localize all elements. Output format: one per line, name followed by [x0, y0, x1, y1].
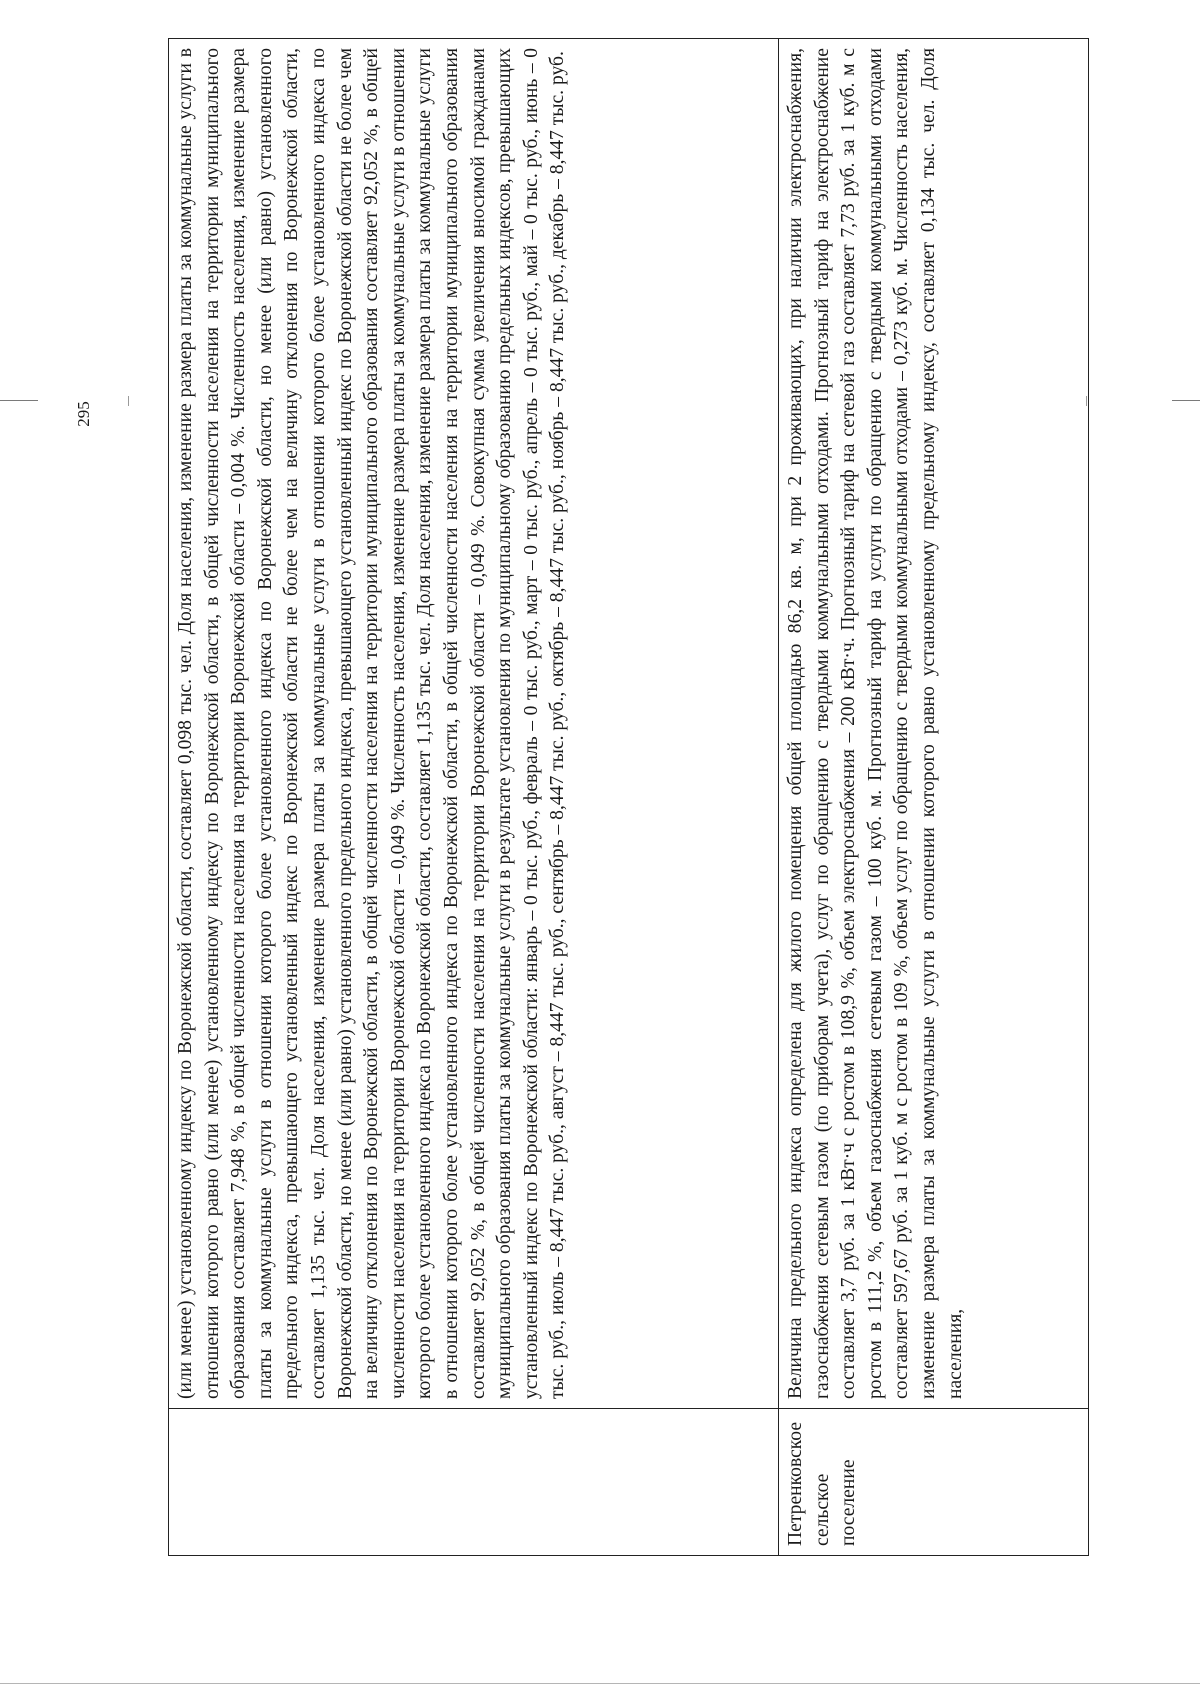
page-number: 295: [74, 401, 93, 427]
table-row: [779, 39, 1089, 1556]
scan-mark-left: [0, 400, 38, 401]
rotated-page-content: [168, 38, 1088, 1556]
description-cell: Величина предельного индекса определена для жилого помещения общей площадью 86,2 кв. м, при 2 проживающих, при наличии электроснабжения, газоснабжения сетевым газом (по приборам учета), услуг по обращению с твердыми коммунальными отходами. Прогнозный тариф на электроснабжение составляет 3,7 руб. за 1 кВт·ч с ростом в 108,9 %, объем электроснабжения – 200 кВт·ч. Прогнозный тариф на сетевой газ составляет 7,73 руб. за 1 куб. м с ростом в 111,2 %, объем газоснабжения сетевым газом – 100 куб. м. Прогнозный тариф на услуги по обращению с твердыми коммунальными отходами составляет 597,67 руб. за 1 куб. м с ростом в 109 %, объем услуг по обращению с твердыми коммунальными отходами – 0,273 куб. м. Численность населения, изменение размера платы за коммунальные услуги в отношении которого равно установленному предельному индексу, составляет 0,134 тыс. чел. Доля населения,: [779, 39, 1089, 1409]
settlement-name-cell: [169, 1409, 779, 1556]
scan-mark-right: [1172, 400, 1200, 401]
settlement-index-table: [168, 38, 1089, 1556]
scan-mark-left-tick: [128, 396, 129, 406]
table-row: [169, 39, 779, 1556]
settlement-name-cell: Петренковское сельское поселение: [779, 1409, 1089, 1556]
scan-edge-bottom: [0, 1683, 1200, 1684]
description-cell: (или менее) установленному индексу по Воронежской области, составляет 0,098 тыс. чел. Доля населения, изменение размера платы за коммунальные услуги в отношении которого равно (или менее) установленному индексу по Воронежской области, в общей численности населения на территории муниципального образования составляет 7,948 %, в общей численности населения на территории Воронежской области – 0,004 %. Численность населения, изменение размера платы за коммунальные услуги в отношении которого более установленного индекса по Воронежской области, но менее (или равно) установленного предельного индекса, превышающего установленный индекс по Воронежской области не более чем на величину отклонения по Воронежской области, составляет 1,135 тыс. чел. Доля населения, изменение размера платы за коммунальные услуги в отношении которого более установленного индекса по Воронежской области, но менее (или равно) установленного предельного индекса, превышающего установленный индекс по Воронежской области не более чем на величину отклонения по Воронежской области, в общей численности населения на территории муниципального образования составляет 92,052 %, в общей численности населения на территории Воронежской области – 0,049 %. Численность населения, изменение размера платы за коммунальные услуги в отношении которого более установленного индекса по Воронежской области, составляет 1,135 тыс. чел. Доля населения, изменение размера платы за коммунальные услуги в отношении которого более установленного индекса по Воронежской области, в общей численности населения на территории муниципального образования составляет 92,052 %, в общей численности населения на территории Воронежской области – 0,049 %. Совокупная сумма увеличения вносимой гражданами муниципального образования платы за коммунальные услуги в результате установления по муниципальному образованию предельных индексов, превышающих установленный индекс по Воронежской области: январь – 0 тыс. руб., февраль – 0 тыс. руб., март – 0 тыс. руб., апрель – 0 тыс. руб., май – 0 тыс. руб., июнь – 0 тыс. руб., июль – 8,447 тыс. руб., август – 8,447 тыс. руб., сентябрь – 8,447 тыс. руб., октябрь – 8,447 тыс. руб., ноябрь – 8,447 тыс. руб., декабрь – 8,447 тыс. руб.: [169, 39, 779, 1409]
